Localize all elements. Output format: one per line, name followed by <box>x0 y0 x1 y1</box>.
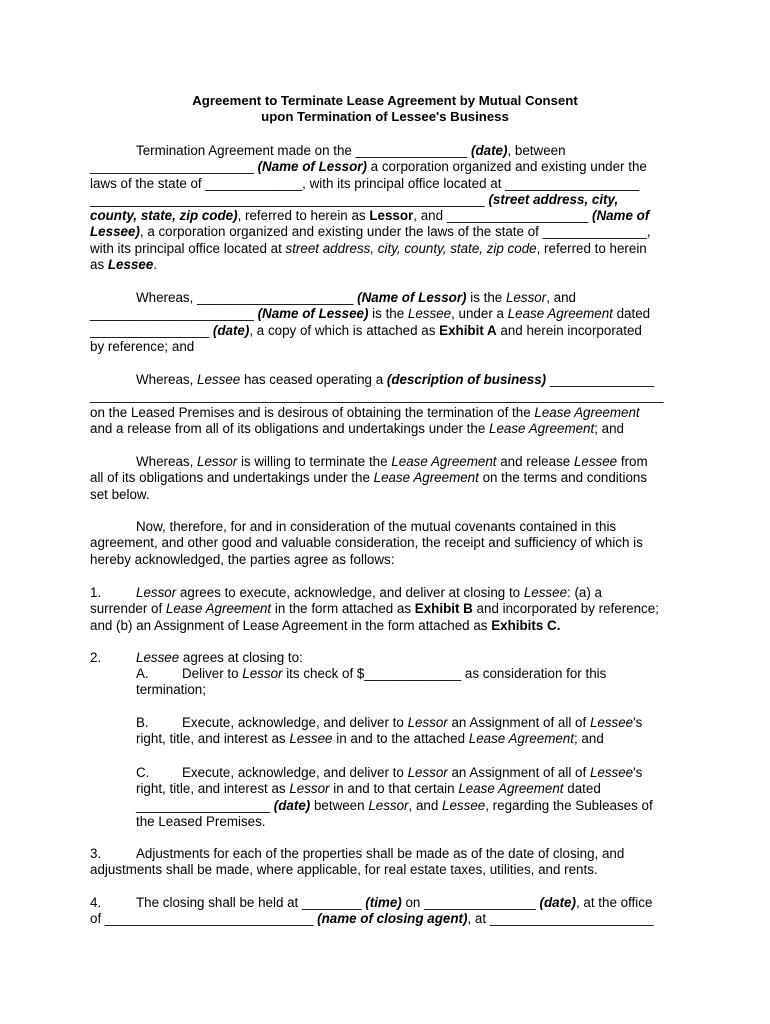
section-4 <box>90 895 690 928</box>
text-s2-b-l1b: Lessor <box>407 715 448 730</box>
text-p4-l1f: Lessee <box>573 454 618 469</box>
text-line <box>90 601 690 617</box>
text-s2-c-l2a: right, title, and interest as <box>136 781 290 797</box>
text-s4-l2b: (name of closing agent) <box>317 911 468 927</box>
text-s2-c-l2e: dated <box>563 781 601 797</box>
text-p4-l3: set below. <box>90 486 150 502</box>
text-s2-c-l3d: Lessor <box>368 797 409 813</box>
text-s2-c-l1e: 's <box>633 765 643 780</box>
text-p3-l1e: ______________ <box>546 372 655 387</box>
text-s1-l3a: and (b) an Assignment of Lease Agreement in the form attached as <box>90 617 492 633</box>
text-p2-l2a: ______________________ <box>90 306 258 322</box>
text-line <box>136 781 696 797</box>
text-s2-c-l3c: between <box>310 797 369 813</box>
text-p3-l1b: Lessee <box>197 372 241 387</box>
text-s2-c-l3f: Lessee <box>442 797 486 813</box>
text-s2-a-l1c: its check of $_____________ as consideration for this <box>282 666 607 681</box>
text-p3-l2: _____________________________________________________________________________ <box>90 388 664 404</box>
text-s4-l2a: of ____________________________ <box>90 911 318 927</box>
text-s2-l1a: Lessee <box>136 650 180 665</box>
text-p2-l3c: , a copy of which is attached as <box>249 322 440 338</box>
text-p2-l2b: (Name of Lessee) <box>257 306 369 322</box>
document-title <box>90 93 680 126</box>
text-p1-l2a: ______________________ <box>90 159 258 175</box>
text-line <box>90 192 690 208</box>
section-3 <box>90 846 690 879</box>
text-p1-l5d: , and ___________________ <box>413 208 592 224</box>
text-p2-l1c: is the <box>466 290 506 305</box>
text-p1-l1c: , between <box>507 143 566 158</box>
text-s2-a-l1a: Deliver to <box>182 666 243 681</box>
text-p2-l1d: Lessor <box>505 290 547 305</box>
text-s1-l2c: in the form attached as <box>271 601 415 617</box>
text-line <box>90 159 690 175</box>
text-s2-c-l1b: Lessor <box>407 765 448 780</box>
text-p2-l3b: (date) <box>212 322 250 338</box>
text-s2-b-l2d: Lease Agreement <box>468 731 574 747</box>
section-2-item-a <box>136 666 696 699</box>
text-s1-l2b: Lease Agreement <box>165 601 272 617</box>
text-line <box>90 290 690 306</box>
text-s1-l2e: and incorporated by reference; <box>472 601 659 617</box>
text-p4-l1b: Lessor <box>197 454 238 469</box>
text-p1-l1b: (date) <box>471 143 508 158</box>
text-p1-l6a: Lessee) <box>90 224 140 240</box>
text-line <box>90 911 690 927</box>
text-p1-l7a: with its principal office located at <box>90 240 286 256</box>
text-line <box>90 241 690 257</box>
text-p2-l4: by reference; and <box>90 338 195 354</box>
text-line <box>90 421 690 437</box>
text-s4-l1e: , at the office <box>575 895 653 910</box>
text-line <box>136 731 696 747</box>
text-p1-l8b: Lessee <box>107 257 154 273</box>
text-p2-l1a: Whereas, _____________________ <box>136 290 358 305</box>
text-line <box>136 715 696 731</box>
text-p4-l2b: Lease Agreement <box>373 470 479 486</box>
text-p2-l2f: Lease Agreement <box>507 306 613 322</box>
text-s2-b-l2a: right, title, and interest as <box>136 731 290 747</box>
text-s2-a-l1b: Lessor <box>242 666 283 681</box>
text-p2-l2d: Lessee <box>407 306 452 322</box>
text-s3-l1: Adjustments for each of the properties shall be made as of the date of closing, and <box>136 846 625 861</box>
text-line <box>90 895 690 911</box>
text-p4-l2c: on the terms and conditions <box>478 470 648 486</box>
text-p3-l3b: Lease Agreement <box>534 404 640 420</box>
text-p1-l5c: Lessor <box>369 208 414 224</box>
text-p3-l4c: ; and <box>594 420 625 436</box>
text-p2-l2g: dated <box>612 306 651 322</box>
text-p2-l1e: , and <box>546 290 576 305</box>
text-s2-b-l1a: Execute, acknowledge, and deliver to <box>182 715 408 730</box>
text-s1-l1a: Lessor <box>136 585 177 600</box>
text-p1-l8c: . <box>153 257 158 273</box>
title-line-1: Agreement to Terminate Lease Agreement by Mutual Consent <box>192 93 578 108</box>
text-p1-l3: laws of the state of _____________, with its principal office located at __________________ <box>90 175 640 191</box>
title-line-2: upon Termination of Lessee's Business <box>261 109 509 125</box>
text-line <box>90 470 690 486</box>
text-s2-c-l1c: an Assignment of all of <box>447 765 590 780</box>
text-p1-l4b: (street address, city, <box>488 191 619 207</box>
text-s4-l1c: on _______________ <box>401 895 540 910</box>
text-p4-l1d: Lease Agreement <box>391 454 497 469</box>
text-p1-l4a: _____________________________________________________ <box>90 191 489 207</box>
text-s2-c-l1d: Lessee <box>589 765 634 780</box>
text-s1-l3b: Exhibits C. <box>491 617 561 633</box>
text-s1-l1d: : (a) a <box>567 585 603 600</box>
text-line <box>90 650 690 666</box>
text-s2-c-l3b: (date) <box>273 797 311 813</box>
text-p1-l5a: county, state, zip code) <box>90 208 238 224</box>
text-line <box>90 454 690 470</box>
text-line <box>90 405 690 421</box>
text-p1-l1a: Termination Agreement made on the _______________ <box>136 143 472 158</box>
text-line <box>90 208 690 224</box>
text-p3-l4b: Lease Agreement <box>489 420 595 436</box>
text-s2-b-l1e: 's <box>633 715 643 730</box>
text-p2-l3e: and herein incorporated <box>496 322 642 338</box>
text-p2-l2e: , under a <box>451 306 508 322</box>
text-line <box>90 224 690 240</box>
text-line <box>90 257 690 273</box>
text-line <box>90 372 690 388</box>
text-s2-a-l2: termination; <box>136 682 206 698</box>
text-p2-l2c: is the <box>368 306 408 322</box>
text-s3-num: 3. <box>90 846 102 861</box>
text-p4-l1c: is willing to terminate the <box>237 454 392 469</box>
text-s2-b-l2c: in and to the attached <box>332 731 469 747</box>
section-2 <box>90 650 690 666</box>
text-p1-l6b: , a corporation organized and existing under the laws of the state of ______________, <box>139 224 651 240</box>
text-s1-l1c: Lessee <box>523 585 568 600</box>
section-2-item-b <box>136 715 696 748</box>
text-line <box>136 798 696 814</box>
text-p3-l4a: and a release from all of its obligations and undertakings under the <box>90 420 489 436</box>
text-p1-l2c: a corporation organized and existing under the <box>366 159 647 175</box>
text-s2-c-label: C. <box>136 765 150 780</box>
text-line <box>90 143 690 159</box>
text-s1-l2a: surrender of <box>90 601 166 617</box>
text-p2-l1b: (Name of Lessor) <box>357 290 467 305</box>
text-s2-c-l2c: in and to that certain <box>329 781 459 797</box>
text-p3-l1d: (description of business) <box>386 372 547 387</box>
text-line <box>90 306 690 322</box>
text-p5-l2: agreement, and other good and valuable consideration, the receipt and sufficiency of which is <box>90 535 643 551</box>
text-s2-b-label: B. <box>136 715 149 730</box>
text-p1-l8a: as <box>90 257 108 273</box>
text-s4-l2c: , at ______________________ <box>467 911 654 927</box>
text-s2-c-l2b: Lessor <box>289 781 330 797</box>
text-p4-l1e: and release <box>496 454 574 469</box>
text-s2-c-l3e: , and <box>408 797 443 813</box>
text-p1-l2b: (Name of Lessor) <box>257 159 367 175</box>
text-s4-l1d: (date) <box>539 895 576 910</box>
text-p1-l5e: (Name of <box>591 208 650 224</box>
text-line <box>90 846 690 862</box>
text-p3-l1a: Whereas, <box>136 372 198 387</box>
text-p1-l5b: , referred to herein as <box>237 208 370 224</box>
text-p4-l1g: from <box>617 454 648 469</box>
text-s3-l2: adjustments shall be made, where applicable, for real estate taxes, utilities, and rents. <box>90 862 598 878</box>
paragraph-whereas-lessor-willing <box>90 454 690 503</box>
text-p1-l7c: , referred to herein <box>536 240 647 256</box>
paragraph-termination-agreement <box>90 143 690 273</box>
text-p3-l1c: has ceased operating a <box>240 372 387 387</box>
text-s2-b-l2b: Lessee <box>289 731 333 747</box>
text-s1-num: 1. <box>90 585 102 600</box>
paragraph-whereas-lessor <box>90 290 690 355</box>
text-p2-l3d: Exhibit A <box>439 322 497 338</box>
text-p5-l1: Now, therefore, for and in consideration of the mutual covenants contained in this <box>136 519 617 534</box>
text-p4-l1a: Whereas, <box>136 454 198 469</box>
text-s4-l1a: The closing shall be held at ________ <box>136 895 366 910</box>
text-line <box>90 323 690 339</box>
text-s2-c-l3g: , regarding the Subleases of <box>485 797 653 813</box>
text-s4-num: 4. <box>90 895 102 910</box>
text-s2-l1b: agrees at closing to: <box>179 650 303 665</box>
text-s4-l1b: (time) <box>365 895 402 910</box>
text-s1-l1b: agrees to execute, acknowledge, and deliver at closing to <box>176 585 524 600</box>
text-s2-c-l3a: __________________ <box>136 797 274 813</box>
text-line <box>90 618 690 634</box>
text-s2-b-l1c: an Assignment of all of <box>447 715 590 730</box>
section-2-item-c <box>136 765 696 830</box>
text-line <box>136 765 696 781</box>
text-p1-l7b: street address, city, county, state, zip code <box>285 240 537 256</box>
paragraph-whereas-lessee-ceased <box>90 372 690 437</box>
text-p5-l3: hereby acknowledged, the parties agree as follows: <box>90 551 395 567</box>
text-p4-l2a: all of its obligations and undertakings under the <box>90 470 374 486</box>
text-s2-c-l4: the Leased Premises. <box>136 813 266 829</box>
paragraph-now-therefore <box>90 519 690 568</box>
text-s2-b-l2e: ; and <box>573 731 604 747</box>
text-s2-num: 2. <box>90 650 102 665</box>
text-p2-l3a: ________________ <box>90 322 213 338</box>
section-1 <box>90 585 690 634</box>
text-s2-b-l1d: Lessee <box>589 715 634 730</box>
text-line <box>90 585 690 601</box>
text-line <box>136 666 696 682</box>
text-s2-c-l2d: Lease Agreement <box>458 781 564 797</box>
text-s1-l2d: Exhibit B <box>414 601 473 617</box>
text-s2-a-label: A. <box>136 666 149 681</box>
text-s2-c-l1a: Execute, acknowledge, and deliver to <box>182 765 408 780</box>
text-p3-l3a: on the Leased Premises and is desirous of obtaining the termination of the <box>90 404 535 420</box>
